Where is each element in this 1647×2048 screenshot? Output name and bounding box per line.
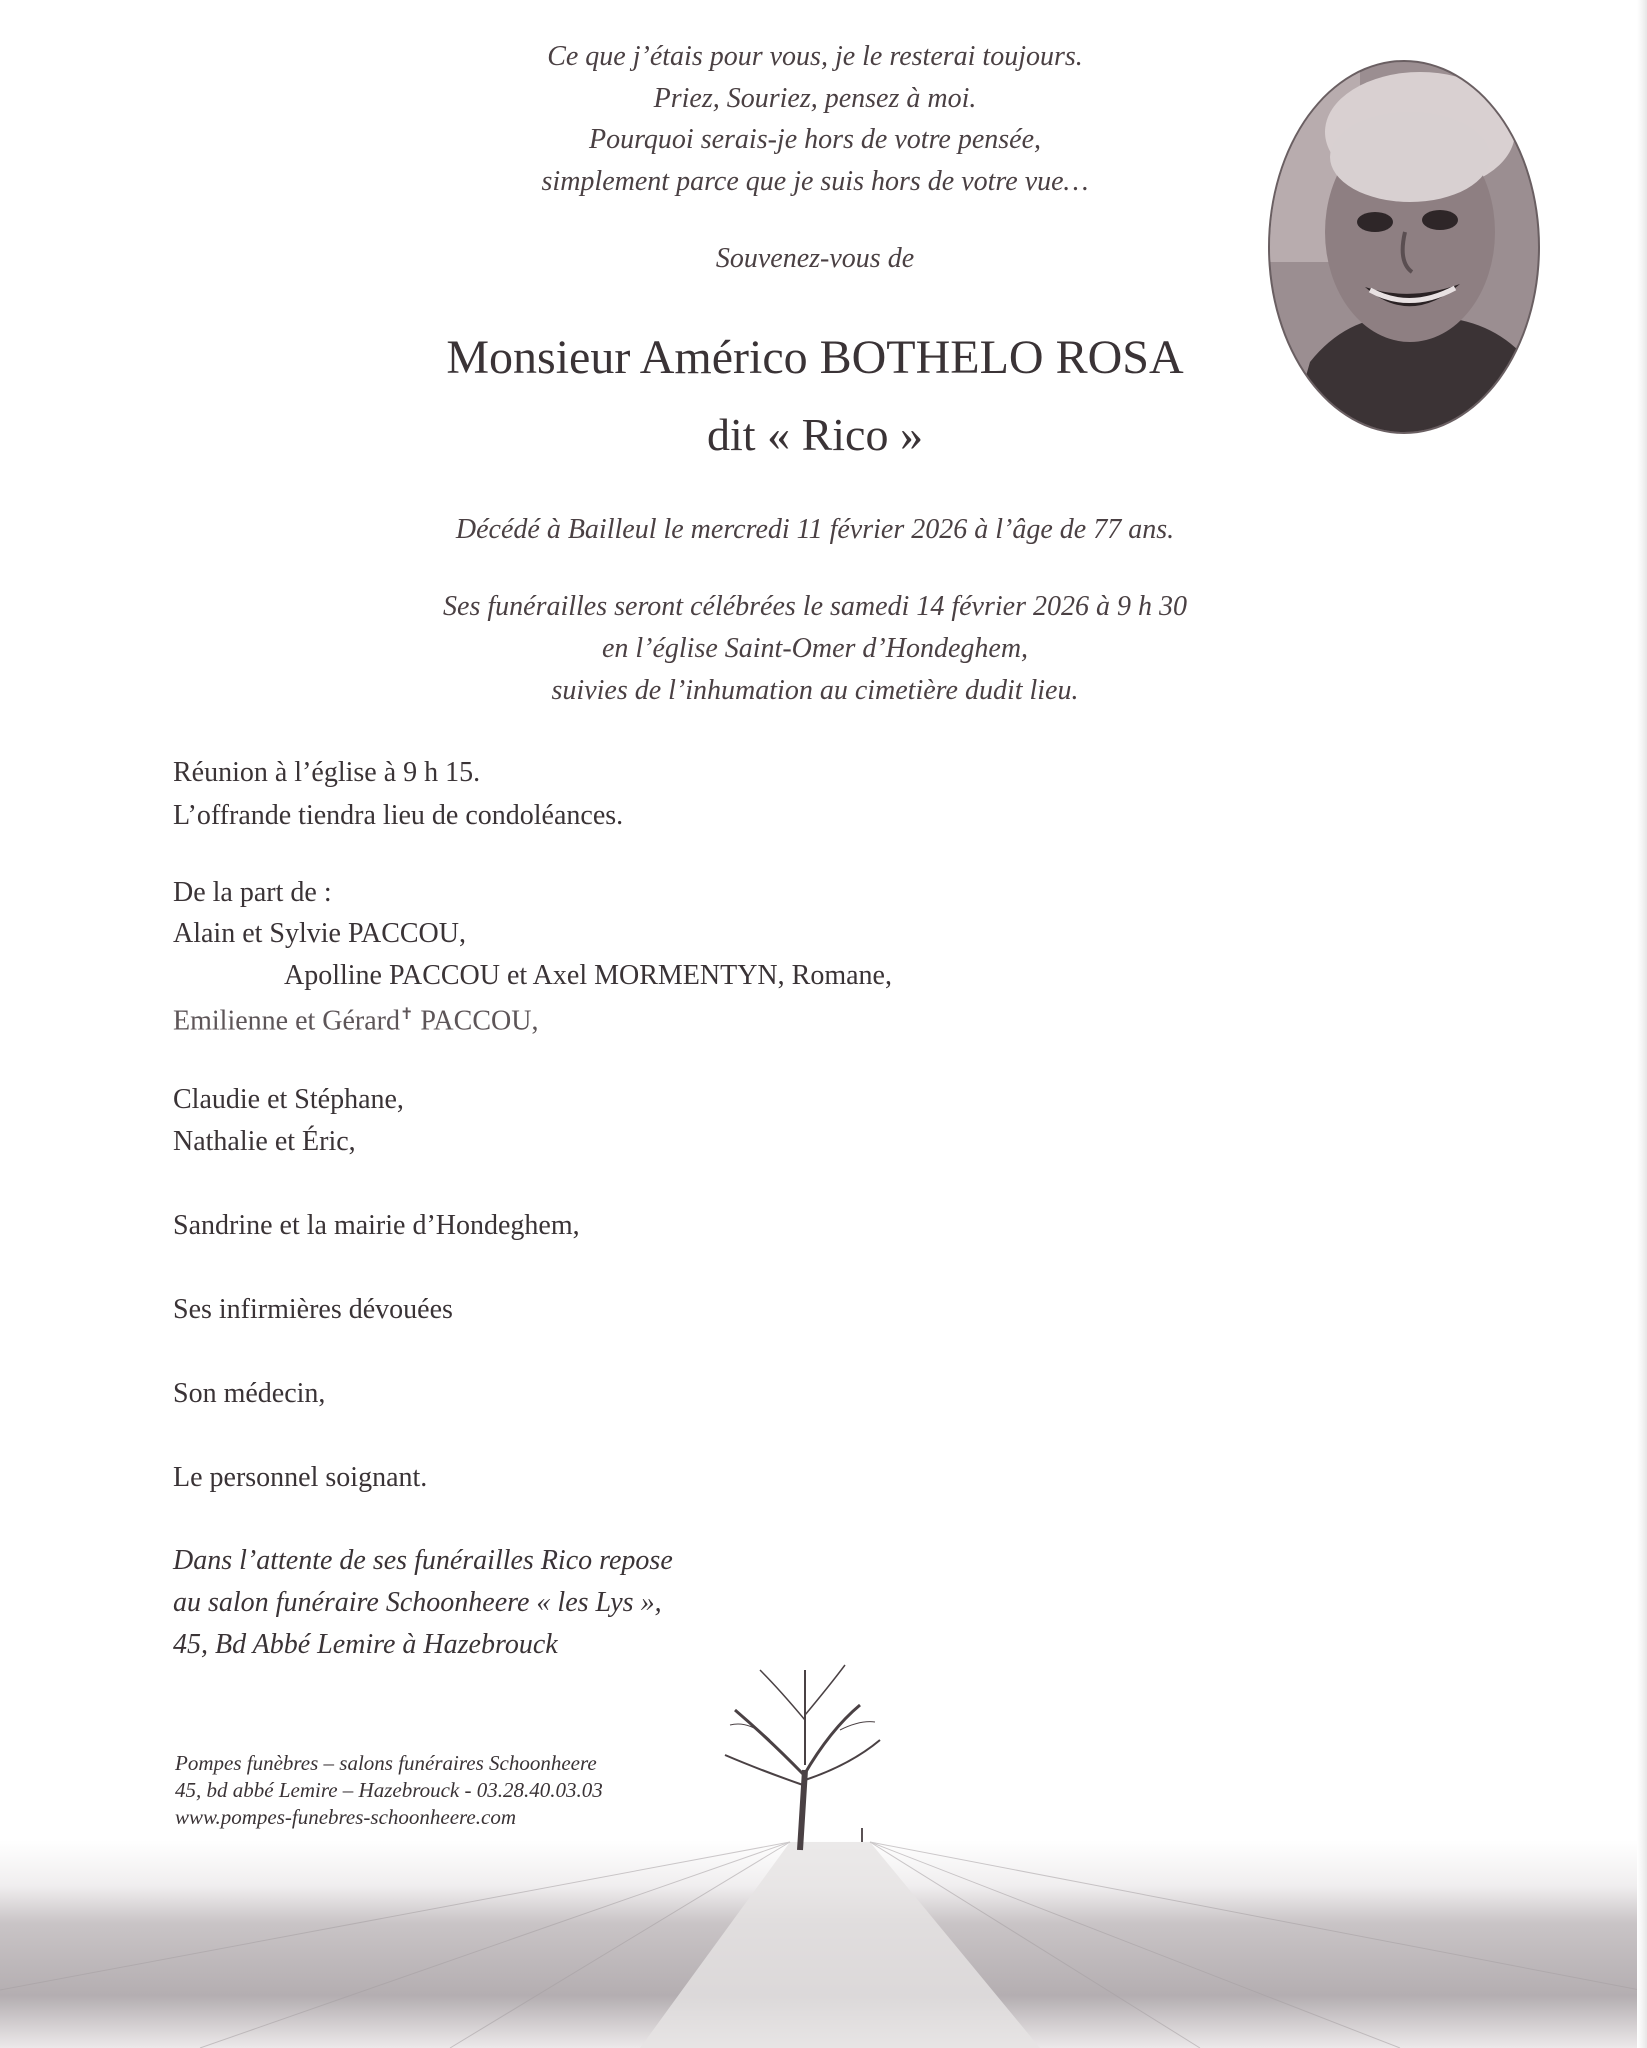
death-notice: Décédé à Bailleul le mercredi 11 février 2026 à l’âge de 77 ans. bbox=[455, 514, 1175, 545]
footer-line: Pompes funèbres – salons funéraires Schoonheere bbox=[175, 1751, 597, 1775]
portrait-illustration bbox=[1270, 62, 1538, 432]
rest-line: Dans l’attente de ses funérailles Rico repose bbox=[173, 1545, 673, 1576]
family-line-surname: PACCOU, bbox=[413, 1005, 539, 1037]
funeral-line: suivies de l’inhumation au cimetière dudit lieu. bbox=[551, 675, 1079, 706]
funeral-home-footer bbox=[175, 1750, 603, 1831]
friends-line: Nathalie et Éric, bbox=[173, 1126, 356, 1157]
remember-heading: Souvenez-vous de bbox=[715, 243, 915, 274]
from-label: De la part de : bbox=[173, 877, 332, 908]
poem-line: Ce que j’étais pour vous, je le resterai toujours. bbox=[547, 41, 1083, 72]
doctor-line: Son médecin, bbox=[173, 1378, 326, 1409]
deceased-nickname: dit « Rico » bbox=[707, 409, 923, 460]
staff-line: Le personnel soignant. bbox=[173, 1462, 428, 1493]
portrait-photo bbox=[1268, 60, 1540, 434]
nurses-line: Ses infirmières dévouées bbox=[173, 1294, 453, 1325]
scan-edge bbox=[1637, 0, 1647, 2048]
mairie-line: Sandrine et la mairie d’Hondeghem, bbox=[173, 1210, 580, 1241]
footer-line: 45, bd abbé Lemire – Hazebrouck - 03.28.40.03.03 bbox=[175, 1778, 603, 1802]
friends-line: Claudie et Stéphane, bbox=[173, 1084, 404, 1115]
funeral-line: Ses funérailles seront célébrées le samedi 14 février 2026 à 9 h 30 bbox=[443, 591, 1187, 622]
poem-line: Pourquoi serais-je hors de votre pensée, bbox=[588, 124, 1042, 155]
rest-line: au salon funéraire Schoonheere « les Lys », bbox=[173, 1587, 662, 1618]
meeting-time: Réunion à l’église à 9 h 15. bbox=[173, 757, 481, 788]
family-line: Alain et Sylvie PACCOU, bbox=[173, 918, 466, 949]
family-line: Apolline PACCOU et Axel MORMENTYN, Romane, bbox=[284, 960, 892, 991]
footer-website[interactable]: www.pompes-funebres-schoonheere.com bbox=[175, 1805, 516, 1829]
cross-icon: ✝ bbox=[400, 1006, 414, 1023]
family-line-name: Emilienne et Gérard bbox=[173, 1005, 401, 1037]
family-line bbox=[173, 1004, 538, 1037]
poem-line: simplement parce que je suis hors de votre vue… bbox=[541, 165, 1089, 197]
rest-line: 45, Bd Abbé Lemire à Hazebrouck bbox=[173, 1629, 558, 1660]
winter-landscape-image bbox=[0, 1660, 1640, 2048]
poem-line: Priez, Souriez, pensez à moi. bbox=[653, 82, 977, 114]
funeral-details bbox=[340, 586, 1290, 712]
deceased-name: Monsieur Américo BOTHELO ROSA bbox=[446, 331, 1184, 384]
offering-note: L’offrande tiendra lieu de condoléances. bbox=[173, 800, 624, 831]
funeral-line: en l’église Saint-Omer d’Hondeghem, bbox=[601, 633, 1029, 664]
poem bbox=[410, 36, 1220, 202]
